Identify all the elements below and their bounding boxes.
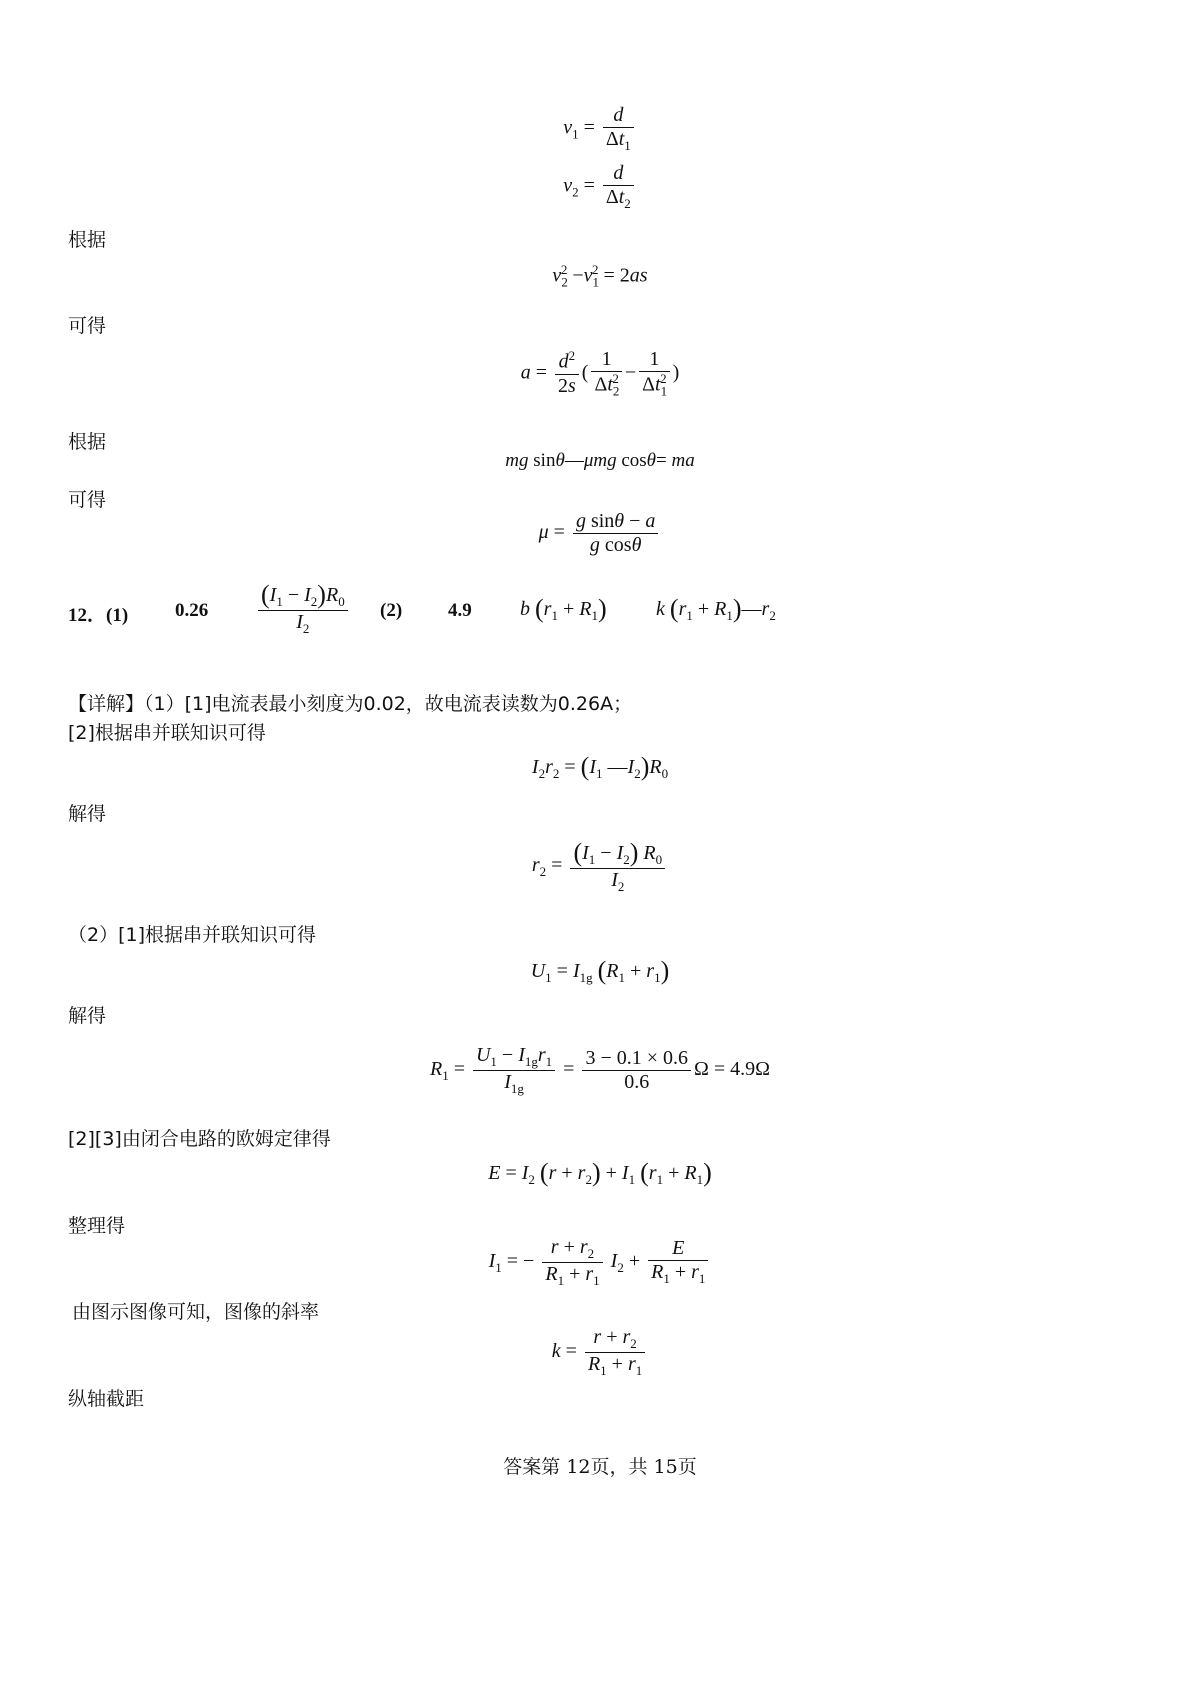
text-jiede-1: 解得 xyxy=(68,803,107,825)
text-kede-2: 可得 xyxy=(68,489,107,511)
text-genju-2: 根据 xyxy=(68,431,107,453)
equation-ohm-law: $E = I_2$ $(r + r_2) + I_1$ $(r_1 + R_1)$ xyxy=(488,1158,712,1187)
answer-value-1: 0.26 xyxy=(175,600,209,621)
equation-force-balance: mg sinθ—μmg cosθ= ma xyxy=(505,450,695,471)
text-zhengli: 整理得 xyxy=(68,1215,126,1237)
equation-acceleration: a = $\frac{d^2}{2s}$ ( $\frac{1}{\Delta t_2^2}$ − $\frac{1}{\Delta t_1^2}$ ) xyxy=(520,348,680,399)
text-jiede-2: 解得 xyxy=(68,1005,107,1027)
text-slope-line: 由图示图像可知，图像的斜率 xyxy=(72,1301,320,1323)
text-ohm-line: [2][3]由闭合电路的欧姆定律得 xyxy=(68,1128,331,1150)
text-part2-line: （2）[1]根据串并联知识可得 xyxy=(68,924,317,946)
equation-kinematics: $v_2^2 -v_1^2 = 2as$ xyxy=(552,262,648,290)
equation-r2: $r_2$ = $\frac{(I_1 - I_2) R_0}{I_2}$ xyxy=(0,838,1200,895)
equation-r1: $R_1$ = $\frac{U_1 - I_{1g}r_1}{I_{1g}}$ = $\frac{3 - 0.1 \times 0.6}{0.6}$ Ω = 4.9Ω xyxy=(429,1044,771,1096)
text-intercept-line: 纵轴截距 xyxy=(68,1388,145,1410)
answer-expression-r2: $\frac{(I_1 - I_2)R_0}{I_2}$ xyxy=(255,580,351,637)
answer-expression-b: b $(r_1 + R_1)$ xyxy=(520,594,607,623)
equation-series-parallel: $I_2r_2 = (I_1$ $—I_2)R_0$ xyxy=(531,752,669,781)
text-detail-line2: [2]根据串并联知识可得 xyxy=(68,722,266,744)
equation-v1: $v_1$ = $\frac{d}{\Delta t_1}$ xyxy=(0,104,1200,154)
page-footer: 答案第 12页，共 15页 xyxy=(503,1456,697,1478)
text-detail-line1: 【详解】（1）[1]电流表最小刻度为0.02，故电流表读数为0.26A； xyxy=(68,693,633,715)
answer-value-2: 4.9 xyxy=(448,600,472,621)
answer-expression-k: k ($r_1$ + $R_1)—r_2$ xyxy=(656,594,776,623)
equation-v2: $v_2$ = $\frac{d}{\Delta t_2}$ xyxy=(0,162,1200,212)
equation-mu: μ = $\frac{\text{g sinθ − a}}{\text{g cosθ}}$ xyxy=(0,510,1200,557)
equation-i1: $I_1$ = − $\frac{r + r_2}{R_1 + r_1}$ $I_2$ + $\frac{E}{R_1 + r_1}$ xyxy=(0,1236,1200,1289)
text-kede-1: 可得 xyxy=(68,315,107,337)
answer-number: 12．(1) xyxy=(68,605,129,626)
text-genju-1: 根据 xyxy=(68,229,107,251)
answer-part2: (2) xyxy=(380,600,403,621)
equation-u1: $U_1 = I_{1g}$ $(R_1 + r_1)$ xyxy=(530,956,670,985)
equation-slope: k = $\frac{r + r_2}{R_1 + r_1}$ xyxy=(0,1326,1200,1379)
